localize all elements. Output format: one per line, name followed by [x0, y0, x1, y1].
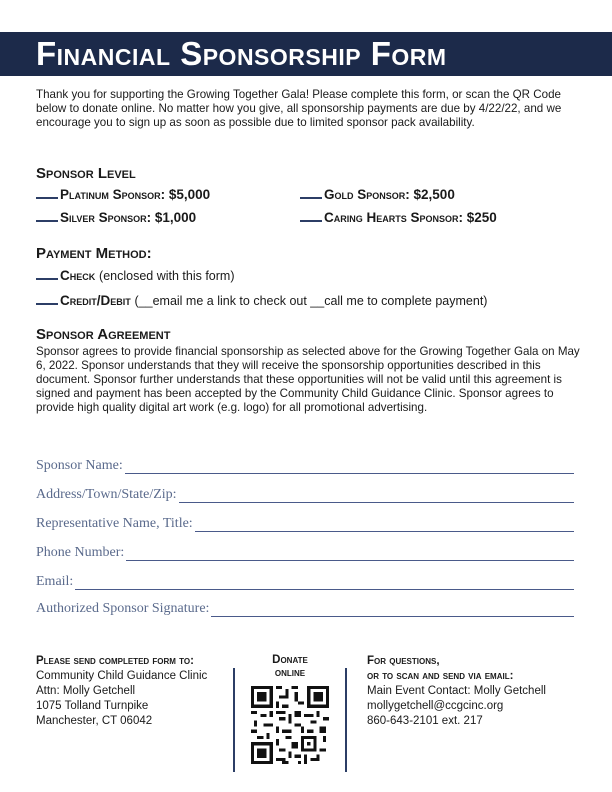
agreement-heading: Sponsor Agreement [36, 326, 171, 343]
sponsor-name-line[interactable] [125, 459, 574, 474]
platinum-amount: $5,000 [168, 187, 211, 202]
representative-line[interactable] [195, 517, 574, 532]
contact-email[interactable]: mollygetchell@ccgcinc.org [367, 700, 504, 712]
address-line[interactable] [179, 488, 574, 503]
platinum-option[interactable] [36, 187, 210, 203]
platinum-blank[interactable] [36, 197, 58, 199]
signature-label: Authorized Sponsor Signature: [36, 601, 210, 616]
send-to-line: 1075 Tolland Turnpike [36, 700, 149, 712]
caring-hearts-amount: $250 [466, 210, 497, 225]
sponsor-name-label: Sponsor Name: [36, 458, 123, 473]
credit-label: Credit/Debit [60, 293, 131, 308]
signature-field[interactable] [36, 599, 574, 617]
check-blank[interactable] [36, 278, 58, 280]
agreement-text: Sponsor agrees to provide financial sponsorship as selected above for the Growing Together Gala on May 6, 2022. Sponsor understands that they will receive the sponsorship opportunities described in this document. Sponsor further understands that these opportunities will not be valid until this agreement is signed and payment has been accepted by the Community Child Guidance Clinic. Sponsor agrees to provide high quality digital art work (e.g. logo) for all promotional advertising. [36, 345, 580, 414]
phone-label: Phone Number: [36, 545, 125, 560]
silver-blank[interactable] [36, 220, 58, 222]
send-to-heading: Please send completed form to: [36, 655, 194, 667]
silver-label: Silver Sponsor: [60, 210, 152, 225]
address-label: Address/Town/State/Zip: [36, 487, 177, 502]
questions-subheading: or to scan and send via email: [367, 670, 514, 682]
check-label: Check [60, 268, 96, 283]
silver-amount: $1,000 [154, 210, 197, 225]
phone-field[interactable] [36, 543, 574, 561]
email-line[interactable] [75, 575, 574, 590]
email-label: Email: [36, 574, 74, 589]
sponsor-name-field[interactable] [36, 456, 574, 474]
representative-label: Representative Name, Title: [36, 516, 193, 531]
credit-note: (__email me a link to check out __call me to complete payment) [134, 294, 488, 308]
credit-blank[interactable] [36, 303, 58, 305]
intro-text: Thank you for supporting the Growing Together Gala! Please complete this form, or scan the QR Code below to donate online. No matter how you give, all sponsorship payments are due by 4/22/22, and we encourage you to sign up as soon as possible due to limited sponsor pack availability. [36, 88, 562, 129]
silver-option[interactable] [36, 210, 196, 226]
signature-line[interactable] [211, 602, 574, 617]
contact-line: Main Event Contact: Molly Getchell [367, 685, 546, 697]
email-field[interactable] [36, 572, 574, 590]
questions-heading: For questions, [367, 655, 440, 667]
gold-blank[interactable] [300, 197, 322, 199]
contact-phone: 860-643-2101 ext. 217 [367, 715, 483, 727]
representative-field[interactable] [36, 514, 574, 532]
questions-block [367, 654, 546, 729]
caring-hearts-blank[interactable] [300, 220, 322, 222]
donate-line: online [274, 667, 306, 679]
donate-heading [255, 654, 325, 680]
platinum-label: Platinum Sponsor: [60, 187, 166, 202]
title-banner [0, 32, 612, 76]
page-title: Financial Sponsorship Form [36, 35, 447, 72]
qr-code-icon[interactable] [251, 686, 329, 764]
donate-line: Donate [272, 654, 308, 666]
send-to-line: Attn: Molly Getchell [36, 685, 136, 697]
payment-heading: Payment Method: [36, 245, 152, 262]
send-to-block [36, 654, 207, 729]
address-field[interactable] [36, 485, 574, 503]
phone-line[interactable] [126, 546, 574, 561]
caring-hearts-option[interactable] [300, 210, 497, 226]
sponsor-level-heading: Sponsor Level [36, 165, 136, 182]
footer-divider [345, 668, 347, 772]
credit-option[interactable] [36, 293, 487, 309]
check-option[interactable] [36, 268, 235, 284]
send-to-line: Community Child Guidance Clinic [36, 670, 208, 682]
gold-label: Gold Sponsor: [324, 187, 410, 202]
gold-amount: $2,500 [413, 187, 455, 202]
send-to-line: Manchester, CT 06042 [36, 715, 153, 727]
check-note: (enclosed with this form) [99, 269, 235, 283]
footer-divider [233, 668, 235, 772]
caring-hearts-label: Caring Hearts Sponsor: [324, 210, 464, 225]
gold-option[interactable] [300, 187, 455, 203]
